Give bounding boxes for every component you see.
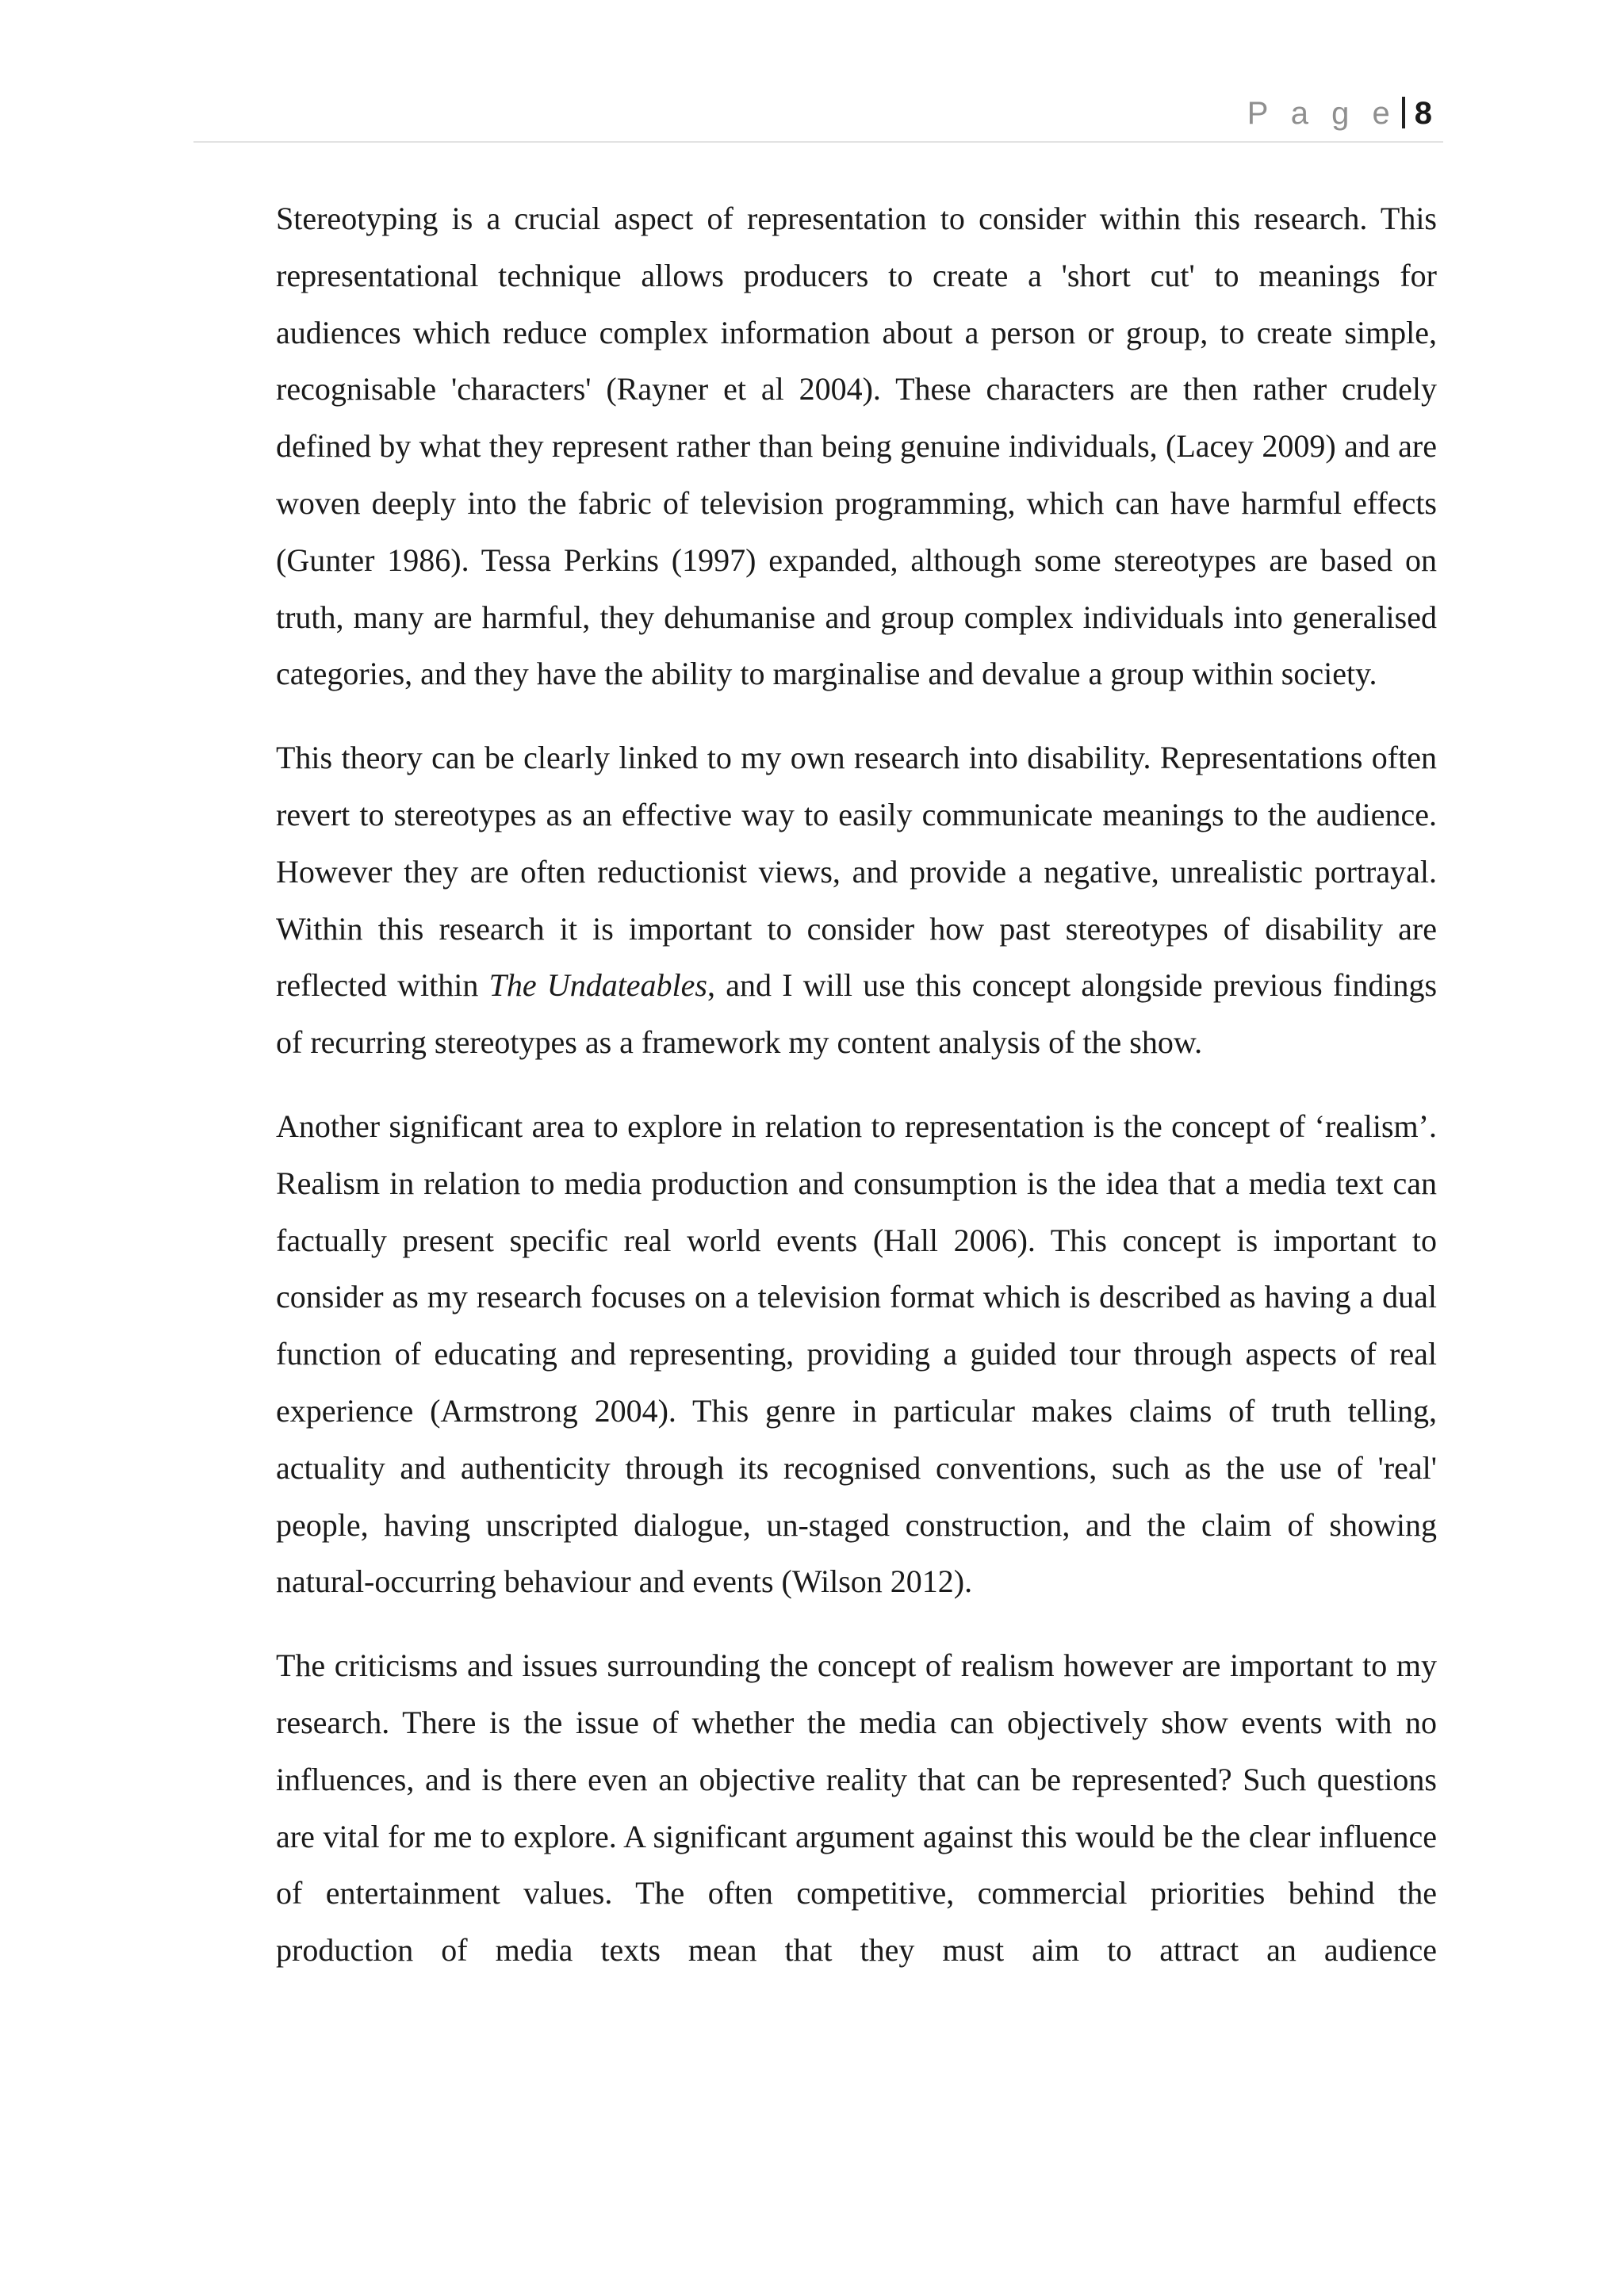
- page-number-label: [1247, 97, 1432, 129]
- paragraph-stereotyping: Stereotyping is a crucial aspect of representation to consider within this research. This representational technique allows producers to create a 'short cut' to meanings for audiences which reduce complex information about a person or group, to create simple, recognisable 'characters' (Rayner et al 2004). These characters are then rather crudely defined by what they represent rather than being genuine individuals, (Lacey 2009) and are woven deeply into the fabric of television programming, which can have harmful effects (Gunter 1986). Tessa Perkins (1997) expanded, although some stereotypes are based on truth, many are harmful, they dehumanise and group complex individuals into generalised categories, and they have the ability to marginalise and devalue a group within society.: [276, 201, 1437, 692]
- page-number: 8: [1414, 96, 1432, 131]
- paragraph-disability-theory: [276, 729, 1437, 1071]
- document-body: [276, 190, 1437, 2006]
- page-word: P a g e: [1247, 96, 1397, 131]
- paragraph-realism-criticisms: The criticisms and issues surrounding the concept of realism however are important to my research. There is the issue of whether the media can objectively show events with no influences, and is there even an objective reality that can be represented? Such questions are vital for me to explore. A significant argument against this would be the clear influence of entertainment values. The often competitive, commercial priorities behind the production of media texts mean that they must aim to attract an audience: [276, 1647, 1437, 1969]
- paragraph-text-before-title: This theory can be clearly linked to my own research into disability. Representations often revert to stereotypes as an effective way to easily communicate meanings to the audience. However they are often reductionist views, and provide a negative, unrealistic portrayal. Within this research it is important to consider how past stereotypes of disability are reflected within: [276, 740, 1437, 1004]
- page-separator: [1402, 97, 1405, 128]
- paragraph-text-after-title: , and I will use this concept alongside previous findings of recurring stereotypes as a framework my content analysis of the show.: [276, 967, 1438, 1061]
- show-title: The Undateables: [488, 967, 707, 1004]
- paragraph-realism: Another significant area to explore in relation to representation is the concept of ‘realism’. Realism in relation to media production and consumption is the idea that a media text can factually present specific real world events (Hall 2006). This concept is important to consider as my research focuses on a television format which is described as having a dual function of educating and representing, providing a guided tour through aspects of real experience (Armstrong 2004). This genre in particular makes claims of truth telling, actuality and authenticity through its recognised conventions, such as the use of 'real' people, having unscripted dialogue, un-staged construction, and the claim of showing natural-occurring behaviour and events (Wilson 2012).: [276, 1108, 1437, 1600]
- page-header: [193, 86, 1443, 143]
